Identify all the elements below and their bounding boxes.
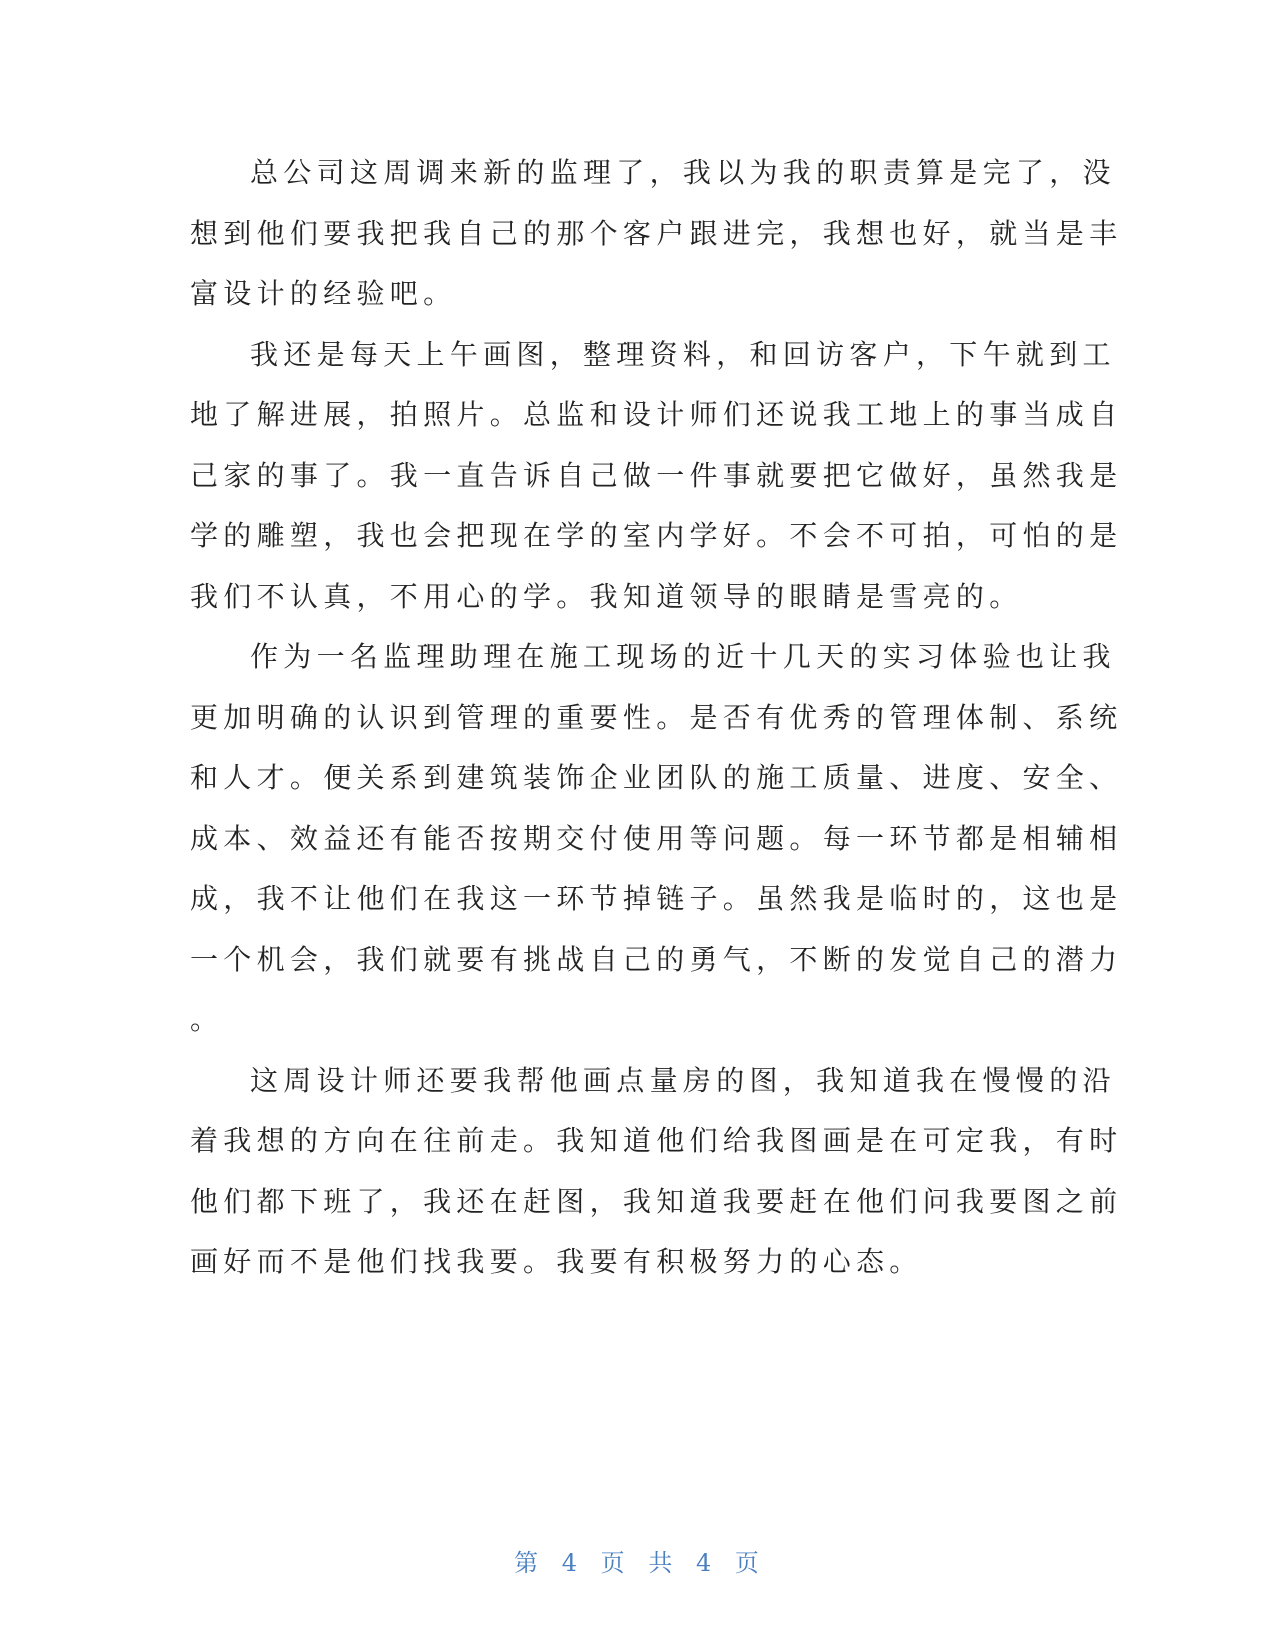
paragraph-line: 他们都下班了，我还在赶图，我知道我要赶在他们问我要图之前 [190, 1184, 1123, 1218]
paragraph-line: 成，我不让他们在我这一环节掉链子。虽然我是临时的，这也是 [190, 882, 1123, 915]
paragraph-line: 想到他们要我把我自己的那个客户跟进完，我想也好，就当是丰 [190, 216, 1123, 250]
paragraph-line: 己家的事了。我一直告诉自己做一件事就要把它做好，虽然我是 [190, 458, 1123, 492]
paragraph-line: 学的雕塑，我也会把现在学的室内学好。不会不可拍，可怕的是 [190, 519, 1123, 552]
paragraph-line: 更加明确的认识到管理的重要性。是否有优秀的管理体制、系统 [190, 700, 1123, 734]
footer-total-pages: 4 [695, 1549, 714, 1577]
paragraph-2 [190, 325, 1123, 628]
paragraph-1 [190, 143, 1123, 325]
paragraph-line: 一个机会，我们就要有挑战自己的勇气，不断的发觉自己的潜力 [190, 942, 1123, 976]
footer-label-page-end: 页 [734, 1549, 761, 1577]
footer-label-total: 共 [648, 1549, 675, 1577]
paragraph-line: 我还是每天上午画图，整理资料，和回访客户，下午就到工 [250, 337, 1116, 371]
paragraph-line: 和人才。便关系到建筑装饰企业团队的施工质量、进度、安全、 [190, 761, 1123, 794]
footer-label-page: 页 [600, 1549, 627, 1577]
paragraph-line: 。 [190, 1003, 224, 1036]
paragraph-line: 地了解进展，拍照片。总监和设计师们还说我工地上的事当成自 [190, 398, 1123, 431]
paragraph-4 [190, 1051, 1123, 1293]
paragraph-line: 画好而不是他们找我要。我要有积极努力的心态。 [190, 1245, 923, 1278]
page-footer [0, 1543, 1275, 1578]
paragraph-line: 作为一名监理助理在施工现场的近十几天的实习体验也让我 [250, 640, 1116, 673]
paragraph-line: 富设计的经验吧。 [190, 277, 457, 310]
paragraph-line: 成本、效益还有能否按期交付使用等问题。每一环节都是相辅相 [190, 821, 1123, 855]
paragraph-line: 我们不认真，不用心的学。我知道领导的眼睛是雪亮的。 [190, 579, 1023, 613]
footer-label-prefix: 第 [514, 1549, 541, 1577]
paragraph-3 [190, 627, 1123, 1051]
document-body [190, 143, 1123, 1293]
paragraph-line: 着我想的方向在往前走。我知道他们给我图画是在可定我，有时 [190, 1124, 1123, 1157]
paragraph-line: 这周设计师还要我帮他画点量房的图，我知道我在慢慢的沿 [250, 1063, 1116, 1097]
paragraph-line: 总公司这周调来新的监理了，我以为我的职责算是完了，没 [250, 156, 1116, 189]
footer-current-page: 4 [561, 1549, 580, 1577]
